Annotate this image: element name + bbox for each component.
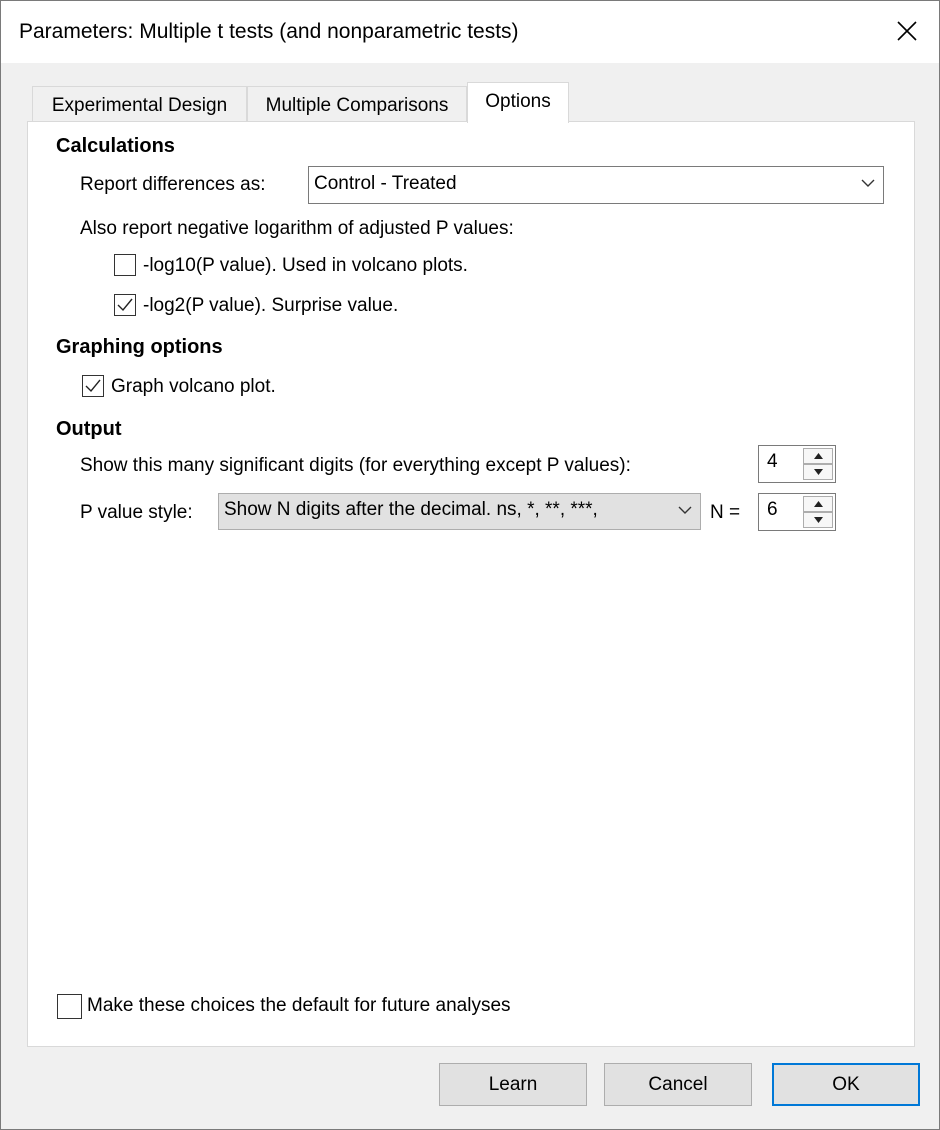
volcano-label: Graph volcano plot. (111, 376, 276, 397)
title-bar (1, 1, 939, 63)
default-choice-label: Make these choices the default for future analyses (87, 995, 511, 1016)
calculations-heading: Calculations (56, 135, 175, 157)
n-digits-value: 6 (767, 499, 778, 520)
chevron-down-icon (861, 179, 875, 188)
sig-digits-label: Show this many significant digits (for everything except P values): (80, 455, 631, 476)
chevron-down-icon (678, 506, 692, 515)
dialog-title: Parameters: Multiple t tests (and nonparametric tests) (19, 20, 519, 43)
arrow-down-icon (814, 517, 823, 523)
sig-digits-decrement[interactable] (803, 464, 833, 480)
volcano-checkbox[interactable] (82, 375, 104, 397)
sig-digits-stepper[interactable] (758, 445, 836, 483)
cancel-button[interactable]: Cancel (604, 1063, 752, 1106)
checkmark-icon (117, 297, 133, 313)
n-digits-decrement[interactable] (803, 512, 833, 528)
output-heading: Output (56, 418, 122, 440)
close-button[interactable] (875, 1, 939, 63)
log10-label: -log10(P value). Used in volcano plots. (143, 255, 468, 276)
tab-multiple-comparisons[interactable]: Multiple Comparisons (247, 86, 467, 122)
report-differences-select[interactable] (308, 166, 884, 204)
log10-checkbox[interactable] (114, 254, 136, 276)
neglog-label: Also report negative logarithm of adjusted P values: (80, 218, 514, 239)
pstyle-label: P value style: (80, 502, 193, 523)
pstyle-value: Show N digits after the decimal. ns, *, **, ***, (224, 499, 598, 520)
n-label: N = (710, 502, 741, 523)
report-differences-value: Control - Treated (314, 173, 457, 194)
tab-options[interactable]: Options (467, 82, 569, 123)
arrow-up-icon (814, 501, 823, 507)
graphing-heading: Graphing options (56, 336, 223, 358)
sig-digits-value: 4 (767, 451, 778, 472)
default-choice-checkbox[interactable] (57, 994, 82, 1019)
ok-button[interactable]: OK (772, 1063, 920, 1106)
log2-checkbox[interactable] (114, 294, 136, 316)
pstyle-select[interactable] (218, 493, 701, 530)
close-icon (897, 21, 917, 41)
tab-experimental-design[interactable]: Experimental Design (32, 86, 247, 122)
report-differences-label: Report differences as: (80, 174, 266, 195)
arrow-up-icon (814, 453, 823, 459)
n-digits-stepper[interactable] (758, 493, 836, 531)
checkmark-icon (85, 378, 101, 394)
sig-digits-increment[interactable] (803, 448, 833, 464)
n-digits-increment[interactable] (803, 496, 833, 512)
log2-label: -log2(P value). Surprise value. (143, 295, 399, 316)
arrow-down-icon (814, 469, 823, 475)
learn-button[interactable]: Learn (439, 1063, 587, 1106)
